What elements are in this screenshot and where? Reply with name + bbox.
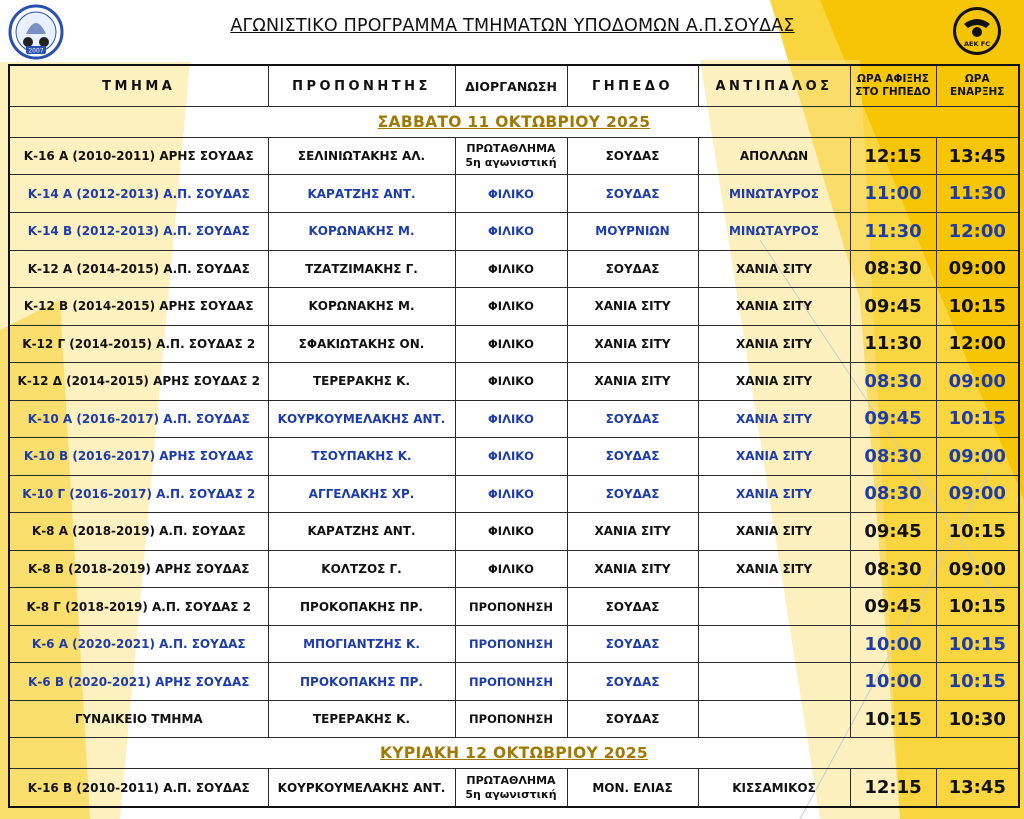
organizer-cell: ΦΙΛΙΚΟ	[455, 475, 567, 513]
organizer-cell: ΠΡΟΠΟΝΗΣΗ	[455, 588, 567, 626]
arrival-time-cell: 12:15	[850, 137, 936, 175]
field-cell: ΣΟΥΔΑΣ	[567, 137, 698, 175]
table-row	[9, 625, 1019, 663]
coach-cell: ΚΑΡΑΤΖΗΣ ΑΝΤ.	[268, 513, 455, 551]
coach-cell: ΣΕΛΙΝΙΩΤΑΚΗΣ ΑΛ.	[268, 137, 455, 175]
arrival-time-cell: 12:15	[850, 769, 936, 807]
table-row	[9, 175, 1019, 213]
header-start: ΩΡΑ ΕΝΑΡΞΗΣ	[936, 65, 1019, 107]
arrival-time-cell: 08:30	[850, 363, 936, 401]
table-row	[9, 325, 1019, 363]
coach-cell: ΤΕΡΕΡΑΚΗΣ Κ.	[268, 363, 455, 401]
team-cell: Κ-8 Γ (2018-2019) Α.Π. ΣΟΥΔΑΣ 2	[9, 588, 268, 626]
team-cell: Κ-14 Β (2012-2013) Α.Π. ΣΟΥΔΑΣ	[9, 212, 268, 250]
field-cell: ΧΑΝΙΑ ΣΙΤΥ	[567, 550, 698, 588]
field-cell: ΜΟΝ. ΕΛΙΑΣ	[567, 769, 698, 807]
day-header-row	[9, 738, 1019, 769]
field-cell: ΜΟΥΡΝΙΩΝ	[567, 212, 698, 250]
coach-cell: ΠΡΟΚΟΠΑΚΗΣ ΠΡ.	[268, 663, 455, 701]
arrival-time-cell: 08:30	[850, 250, 936, 288]
table-header-row	[9, 65, 1019, 107]
coach-cell: ΣΦΑΚΙΩΤΑΚΗΣ ΟΝ.	[268, 325, 455, 363]
coach-cell: ΚΑΡΑΤΖΗΣ ΑΝΤ.	[268, 175, 455, 213]
coach-cell: ΑΓΓΕΛΑΚΗΣ ΧΡ.	[268, 475, 455, 513]
svg-text:2007: 2007	[28, 47, 44, 55]
start-time-cell: 09:00	[936, 438, 1019, 476]
header-arrival: ΩΡΑ ΑΦΙΞΗΣ ΣΤΟ ΓΗΠΕΔΟ	[850, 65, 936, 107]
arrival-time-cell: 09:45	[850, 513, 936, 551]
field-cell: ΣΟΥΔΑΣ	[567, 438, 698, 476]
opponent-cell: ΑΠΟΛΛΩΝ	[698, 137, 850, 175]
arrival-time-cell: 10:00	[850, 625, 936, 663]
opponent-cell: ΧΑΝΙΑ ΣΙΤΥ	[698, 288, 850, 326]
organizer-cell: ΦΙΛΙΚΟ	[455, 513, 567, 551]
arrival-time-cell: 10:00	[850, 663, 936, 701]
organizer-cell: ΠΡΩΤΑΘΛΗΜΑ 5η αγωνιστική	[455, 137, 567, 175]
organizer-cell: ΦΙΛΙΚΟ	[455, 175, 567, 213]
opponent-cell	[698, 663, 850, 701]
start-time-cell: 09:00	[936, 250, 1019, 288]
day-label: ΚΥΡΙΑΚΗ 12 ΟΚΤΩΒΡΙΟΥ 2025	[9, 738, 1019, 769]
organizer-cell: ΠΡΩΤΑΘΛΗΜΑ 5η αγωνιστική	[455, 769, 567, 807]
arrival-time-cell: 11:30	[850, 325, 936, 363]
opponent-cell: ΧΑΝΙΑ ΣΙΤΥ	[698, 400, 850, 438]
schedule-table	[8, 64, 1020, 808]
coach-cell: ΚΟΡΩΝΑΚΗΣ Μ.	[268, 212, 455, 250]
table-row	[9, 513, 1019, 551]
field-cell: ΣΟΥΔΑΣ	[567, 250, 698, 288]
team-cell: Κ-10 Α (2016-2017) Α.Π. ΣΟΥΔΑΣ	[9, 400, 268, 438]
arrival-time-cell: 09:45	[850, 588, 936, 626]
table-row	[9, 663, 1019, 701]
arrival-time-cell: 09:45	[850, 400, 936, 438]
start-time-cell: 09:00	[936, 550, 1019, 588]
organizer-cell: ΠΡΟΠΟΝΗΣΗ	[455, 625, 567, 663]
opponent-cell	[698, 625, 850, 663]
team-cell: Κ-12 Γ (2014-2015) Α.Π. ΣΟΥΔΑΣ 2	[9, 325, 268, 363]
field-cell: ΣΟΥΔΑΣ	[567, 400, 698, 438]
field-cell: ΧΑΝΙΑ ΣΙΤΥ	[567, 513, 698, 551]
coach-cell: ΜΠΟΓΙΑΝΤΖΗΣ Κ.	[268, 625, 455, 663]
field-cell: ΣΟΥΔΑΣ	[567, 700, 698, 738]
start-time-cell: 09:00	[936, 363, 1019, 401]
start-time-cell: 10:15	[936, 513, 1019, 551]
coach-cell: ΤΣΟΥΠΑΚΗΣ Κ.	[268, 438, 455, 476]
arrival-time-cell: 09:45	[850, 288, 936, 326]
team-cell: ΓΥΝΑΙΚΕΙΟ ΤΜΗΜΑ	[9, 700, 268, 738]
team-cell: Κ-6 Β (2020-2021) ΑΡΗΣ ΣΟΥΔΑΣ	[9, 663, 268, 701]
header-team: ΤΜΗΜΑ	[9, 65, 268, 107]
start-time-cell: 09:00	[936, 475, 1019, 513]
aek-crest-icon	[952, 6, 1002, 56]
opponent-cell: ΧΑΝΙΑ ΣΙΤΥ	[698, 550, 850, 588]
field-cell: ΧΑΝΙΑ ΣΙΤΥ	[567, 288, 698, 326]
svg-text:AEK FC: AEK FC	[964, 40, 990, 48]
team-cell: Κ-8 Α (2018-2019) Α.Π. ΣΟΥΔΑΣ	[9, 513, 268, 551]
arrival-time-cell: 08:30	[850, 550, 936, 588]
schedule-body	[9, 107, 1019, 808]
team-cell: Κ-8 Β (2018-2019) ΑΡΗΣ ΣΟΥΔΑΣ	[9, 550, 268, 588]
opponent-cell: ΧΑΝΙΑ ΣΙΤΥ	[698, 438, 850, 476]
coach-cell: ΚΟΛΤΖΟΣ Γ.	[268, 550, 455, 588]
start-time-cell: 10:15	[936, 625, 1019, 663]
table-row	[9, 137, 1019, 175]
team-cell: Κ-6 Α (2020-2021) Α.Π. ΣΟΥΔΑΣ	[9, 625, 268, 663]
header-coach: ΠΡΟΠΟΝΗΤΗΣ	[268, 65, 455, 107]
organizer-cell: ΦΙΛΙΚΟ	[455, 363, 567, 401]
team-cell: Κ-10 Β (2016-2017) ΑΡΗΣ ΣΟΥΔΑΣ	[9, 438, 268, 476]
team-cell: Κ-10 Γ (2016-2017) Α.Π. ΣΟΥΔΑΣ 2	[9, 475, 268, 513]
start-time-cell: 11:30	[936, 175, 1019, 213]
arrival-time-cell: 08:30	[850, 438, 936, 476]
team-cell: Κ-12 Α (2014-2015) Α.Π. ΣΟΥΔΑΣ	[9, 250, 268, 288]
field-cell: ΣΟΥΔΑΣ	[567, 175, 698, 213]
opponent-cell: ΧΑΝΙΑ ΣΙΤΥ	[698, 363, 850, 401]
start-time-cell: 12:00	[936, 212, 1019, 250]
start-time-cell: 10:15	[936, 400, 1019, 438]
organizer-cell: ΠΡΟΠΟΝΗΣΗ	[455, 663, 567, 701]
table-row	[9, 550, 1019, 588]
organizer-cell: ΦΙΛΙΚΟ	[455, 212, 567, 250]
coach-cell: ΚΟΥΡΚΟΥΜΕΛΑΚΗΣ ΑΝΤ.	[268, 400, 455, 438]
opponent-cell: ΧΑΝΙΑ ΣΙΤΥ	[698, 513, 850, 551]
day-header-row	[9, 107, 1019, 138]
opponent-cell: ΧΑΝΙΑ ΣΙΤΥ	[698, 250, 850, 288]
coach-cell: ΚΟΥΡΚΟΥΜΕΛΑΚΗΣ ΑΝΤ.	[268, 769, 455, 807]
field-cell: ΧΑΝΙΑ ΣΙΤΥ	[567, 363, 698, 401]
arrival-time-cell: 08:30	[850, 475, 936, 513]
opponent-cell: ΜΙΝΩΤΑΥΡΟΣ	[698, 175, 850, 213]
team-cell: Κ-12 Β (2014-2015) ΑΡΗΣ ΣΟΥΔΑΣ	[9, 288, 268, 326]
organizer-cell: ΦΙΛΙΚΟ	[455, 438, 567, 476]
field-cell: ΧΑΝΙΑ ΣΙΤΥ	[567, 325, 698, 363]
coach-cell: ΤΖΑΤΖΙΜΑΚΗΣ Γ.	[268, 250, 455, 288]
table-row	[9, 212, 1019, 250]
start-time-cell: 12:00	[936, 325, 1019, 363]
opponent-cell: ΧΑΝΙΑ ΣΙΤΥ	[698, 475, 850, 513]
opponent-cell: ΚΙΣΣΑΜΙΚΟΣ	[698, 769, 850, 807]
table-row	[9, 588, 1019, 626]
organizer-cell: ΦΙΛΙΚΟ	[455, 400, 567, 438]
team-cell: Κ-14 Α (2012-2013) Α.Π. ΣΟΥΔΑΣ	[9, 175, 268, 213]
header-field: ΓΗΠΕΔΟ	[567, 65, 698, 107]
coach-cell: ΠΡΟΚΟΠΑΚΗΣ ΠΡ.	[268, 588, 455, 626]
coach-cell: ΤΕΡΕΡΑΚΗΣ Κ.	[268, 700, 455, 738]
table-row	[9, 475, 1019, 513]
arrival-time-cell: 11:30	[850, 212, 936, 250]
arrival-time-cell: 10:15	[850, 700, 936, 738]
organizer-cell: ΦΙΛΙΚΟ	[455, 250, 567, 288]
opponent-cell	[698, 700, 850, 738]
start-time-cell: 13:45	[936, 769, 1019, 807]
header-organizer: ΔΙΟΡΓΑΝΩΣΗ	[455, 65, 567, 107]
coach-cell: ΚΟΡΩΝΑΚΗΣ Μ.	[268, 288, 455, 326]
team-cell: Κ-12 Δ (2014-2015) ΑΡΗΣ ΣΟΥΔΑΣ 2	[9, 363, 268, 401]
start-time-cell: 10:30	[936, 700, 1019, 738]
opponent-cell	[698, 588, 850, 626]
field-cell: ΣΟΥΔΑΣ	[567, 475, 698, 513]
table-row	[9, 363, 1019, 401]
start-time-cell: 10:15	[936, 663, 1019, 701]
start-time-cell: 10:15	[936, 288, 1019, 326]
table-row	[9, 769, 1019, 807]
field-cell: ΣΟΥΔΑΣ	[567, 625, 698, 663]
team-cell: Κ-16 Α (2010-2011) ΑΡΗΣ ΣΟΥΔΑΣ	[9, 137, 268, 175]
organizer-cell: ΦΙΛΙΚΟ	[455, 550, 567, 588]
start-time-cell: 13:45	[936, 137, 1019, 175]
table-row	[9, 438, 1019, 476]
club-crest-icon	[8, 4, 64, 60]
day-label: ΣΑΒΒΑΤΟ 11 ΟΚΤΩΒΡΙΟΥ 2025	[9, 107, 1019, 138]
page-header	[0, 0, 1024, 62]
field-cell: ΣΟΥΔΑΣ	[567, 588, 698, 626]
table-row	[9, 700, 1019, 738]
field-cell: ΣΟΥΔΑΣ	[567, 663, 698, 701]
organizer-cell: ΦΙΛΙΚΟ	[455, 325, 567, 363]
opponent-cell: ΜΙΝΩΤΑΥΡΟΣ	[698, 212, 850, 250]
page-title: ΑΓΩΝΙΣΤΙΚΟ ΠΡΟΓΡΑΜΜΑ ΤΜΗΜΑΤΩΝ ΥΠΟΔΟΜΩΝ Α.Π.ΣΟΥΔΑΣ	[230, 16, 795, 36]
table-row	[9, 250, 1019, 288]
opponent-cell: ΧΑΝΙΑ ΣΙΤΥ	[698, 325, 850, 363]
start-time-cell: 10:15	[936, 588, 1019, 626]
header-opponent: ΑΝΤΙΠΑΛΟΣ	[698, 65, 850, 107]
table-row	[9, 288, 1019, 326]
organizer-cell: ΠΡΟΠΟΝΗΣΗ	[455, 700, 567, 738]
arrival-time-cell: 11:00	[850, 175, 936, 213]
organizer-cell: ΦΙΛΙΚΟ	[455, 288, 567, 326]
table-row	[9, 400, 1019, 438]
team-cell: Κ-16 Β (2010-2011) Α.Π. ΣΟΥΔΑΣ	[9, 769, 268, 807]
